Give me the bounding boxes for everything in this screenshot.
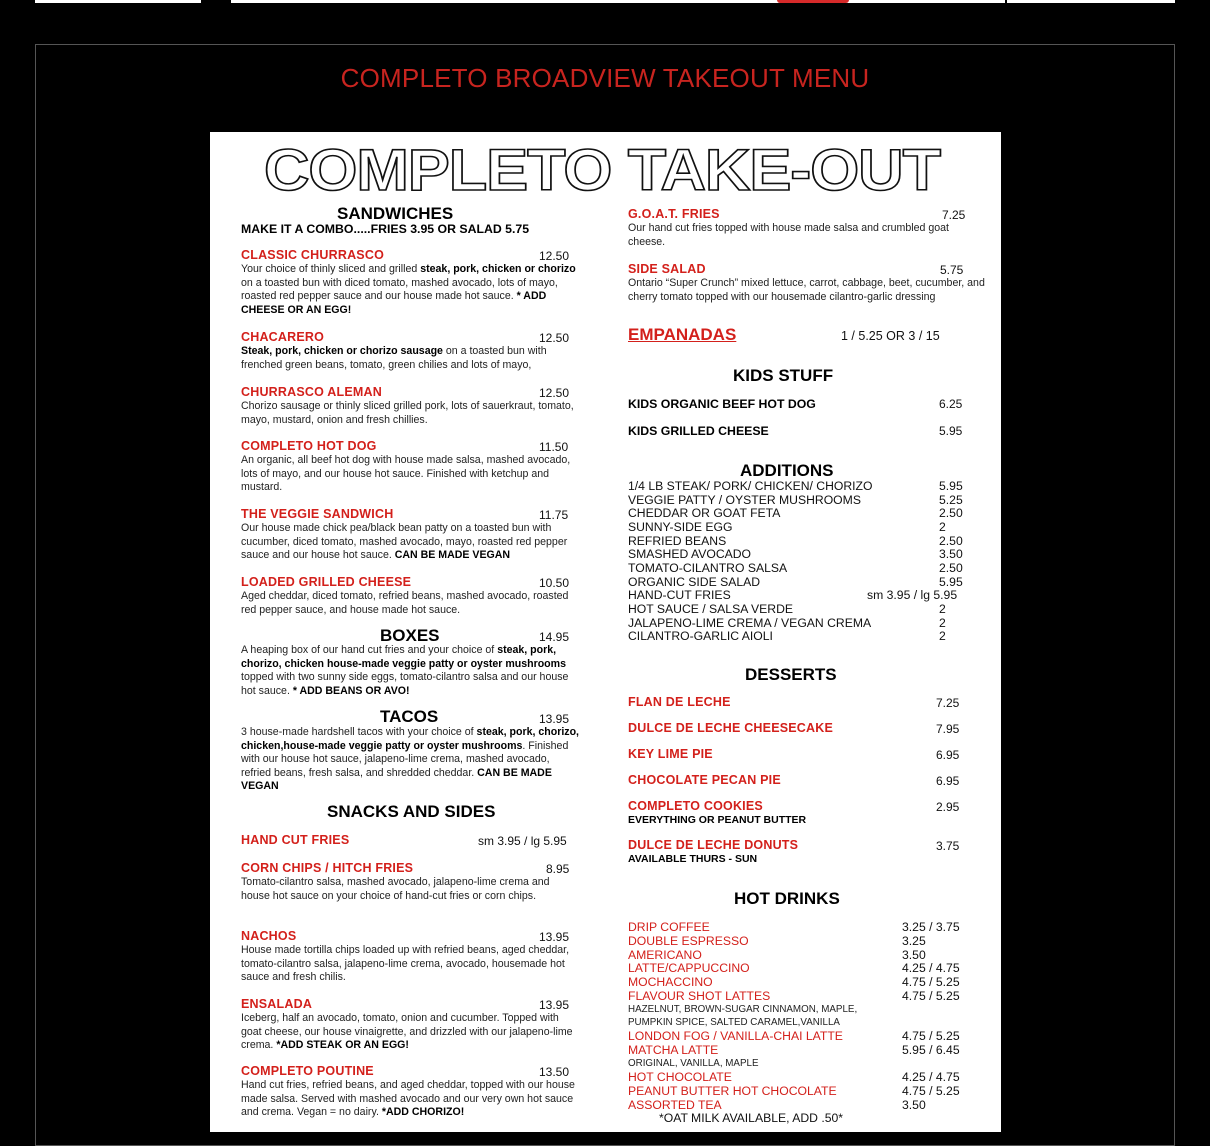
boxes-price: 14.95 xyxy=(539,630,570,644)
hot-drinks-heading: HOT DRINKS xyxy=(734,889,840,908)
addition-price: 2 xyxy=(939,601,946,616)
addition-name: CHEDDAR OR GOAT FETA xyxy=(628,506,781,521)
logo-text: COMPLETO TAKE-OUT xyxy=(264,140,941,194)
drink-name: MATCHA LATTE xyxy=(628,1043,719,1057)
top-nav-strip xyxy=(35,0,1175,4)
drink-name: MOCHACCINO xyxy=(628,975,713,989)
nav-segment-right[interactable] xyxy=(1007,0,1175,3)
addition-name: HAND-CUT FRIES xyxy=(628,588,731,603)
drink-price: 3.50 xyxy=(902,1098,926,1112)
dessert-price: 6.95 xyxy=(936,774,960,788)
drink-name: AMERICANO xyxy=(628,948,702,962)
empanadas-heading: EMPANADAS xyxy=(628,325,737,344)
kids-item-name: KIDS ORGANIC BEEF HOT DOG xyxy=(628,397,816,411)
drink-price: 4.75 / 5.25 xyxy=(902,1084,960,1098)
addition-price: 3.50 xyxy=(939,547,963,562)
dessert-note: AVAILABLE THURS - SUN xyxy=(628,853,758,865)
addition-price: 2.50 xyxy=(939,560,963,575)
boxes-heading: BOXES xyxy=(380,626,440,645)
addition-price: 2 xyxy=(939,519,946,534)
dessert-price: 3.75 xyxy=(936,839,960,853)
side-item-name: G.O.A.T. FRIES xyxy=(628,207,720,221)
addition-name: TOMATO-CILANTRO SALSA xyxy=(628,560,788,575)
drink-name: PEANUT BUTTER HOT CHOCOLATE xyxy=(628,1084,837,1098)
sandwich-price: 12.50 xyxy=(539,386,570,400)
sandwich-description: Aged cheddar, diced tomato, refried beans, mashed avocado, roasted red pepper sauce, and house made hot sauce. xyxy=(241,590,569,616)
drink-price: 4.75 / 5.25 xyxy=(902,975,960,989)
addition-price: 5.95 xyxy=(939,574,963,589)
sandwich-price: 11.75 xyxy=(539,508,569,522)
tacos-heading: TACOS xyxy=(380,707,439,726)
dessert-price: 2.95 xyxy=(936,800,960,814)
drink-price: 4.25 / 4.75 xyxy=(902,961,960,975)
drink-name: HOT CHOCOLATE xyxy=(628,1070,732,1084)
matcha-note: ORIGINAL, VANILLA, MAPLE xyxy=(628,1058,759,1069)
snack-description: Hand cut fries, refried beans, and aged cheddar, topped with our house made salsa. Served with mashed avocado and our very own hot sauce and crema. Vegan = no dairy. *ADD CHORIZO! xyxy=(241,1079,575,1119)
addition-price: 2.50 xyxy=(939,506,963,521)
snacks-heading: SNACKS AND SIDES xyxy=(327,802,496,821)
dessert-name: FLAN DE LECHE xyxy=(628,695,731,709)
side-item-price: 5.75 xyxy=(940,263,964,277)
snack-description: Iceberg, half an avocado, tomato, onion and cucumber. Topped with goat cheese, our house vinaigrette, and drizzled with our jalapeno-lime crema. *ADD STEAK OR AN EGG! xyxy=(241,1012,573,1052)
oat-milk-note: *OAT MILK AVAILABLE, ADD .50* xyxy=(659,1111,844,1125)
snack-name: ENSALADA xyxy=(241,997,313,1011)
nav-active-pill[interactable] xyxy=(777,0,849,3)
drink-price: 3.50 xyxy=(902,948,926,962)
addition-price: 2 xyxy=(939,629,946,644)
sandwich-price: 10.50 xyxy=(539,576,570,590)
menu-image xyxy=(210,132,1001,1132)
addition-name: ORGANIC SIDE SALAD xyxy=(628,574,761,589)
side-item-price: 7.25 xyxy=(942,208,966,222)
drink-price: 3.25 xyxy=(902,934,926,948)
dessert-name: DULCE DE LECHE CHEESECAKE xyxy=(628,721,834,735)
dessert-name: KEY LIME PIE xyxy=(628,747,713,761)
addition-name: VEGGIE PATTY / OYSTER MUSHROOMS xyxy=(628,492,861,507)
drink-price: 5.95 / 6.45 xyxy=(902,1043,960,1057)
page-title: COMPLETO BROADVIEW TAKEOUT MENU xyxy=(340,63,870,93)
additions-heading: ADDITIONS xyxy=(740,461,834,480)
sandwich-price: 12.50 xyxy=(539,249,570,263)
kids-heading: KIDS STUFF xyxy=(733,366,834,385)
sandwich-name: CHURRASCO ALEMAN xyxy=(241,385,382,399)
sandwich-name: THE VEGGIE SANDWICH xyxy=(241,507,394,521)
boxes-description: A heaping box of our hand cut fries and your choice of steak, pork, chorizo, chicken house-made veggie patty or oyster mushrooms topped with two sunny side eggs, tomato-cilantro salsa and our house hot sauce. * ADD BEANS OR AVO! xyxy=(241,644,569,697)
sandwich-description: An organic, all beef hot dog with house made salsa, mashed avocado, lots of mayo, and our house hot sauce. Finished with ketchup and mustard. xyxy=(241,454,571,494)
sandwich-description: Your choice of thinly sliced and grilled steak, pork, chicken or chorizo on a toasted bun with diced tomato, mashed avocado, lots of mayo, roasted red pepper sauce and our house made hot sauce. * ADD CHEESE OR AN EGG! xyxy=(241,263,576,316)
drink-price: 4.75 / 5.25 xyxy=(902,989,960,1003)
drink-name: ASSORTED TEA xyxy=(628,1098,722,1112)
kids-item-name: KIDS GRILLED CHEESE xyxy=(628,424,769,438)
addition-name: HOT SAUCE / SALSA VERDE xyxy=(628,601,794,616)
dessert-price: 6.95 xyxy=(936,748,960,762)
addition-name: REFRIED BEANS xyxy=(628,533,727,548)
drink-price: 4.75 / 5.25 xyxy=(902,1029,960,1043)
kids-item-price: 5.95 xyxy=(939,424,963,438)
addition-price: sm 3.95 / lg 5.95 xyxy=(867,588,958,603)
dessert-note: EVERYTHING OR PEANUT BUTTER xyxy=(628,814,807,826)
nav-segment-left[interactable] xyxy=(35,0,201,3)
tacos-description: 3 house-made hardshell tacos with your choice of steak, pork, chorizo, chicken,house-made veggie patty or oyster mushrooms. Finished with our house hot sauce, jalapeno-lime crema, mashed avocado, refried beans, fresh salsa, and shredded cheddar. CAN BE MADE VEGAN xyxy=(241,726,579,793)
flavour-note: HAZELNUT, BROWN-SUGAR CINNAMON, MAPLE, xyxy=(628,1004,858,1015)
flavour-note: PUMPKIN SPICE, SALTED CARAMEL,VANILLA xyxy=(628,1017,840,1028)
sandwich-description: Our house made chick pea/black bean patty on a toasted bun with cucumber, diced tomato, mashed avocado, mayo, roasted red pepper sauce and our house hot sauce. CAN BE MADE VEGAN xyxy=(241,522,568,562)
sandwich-name: CHACARERO xyxy=(241,330,325,344)
desserts-heading: DESSERTS xyxy=(745,665,837,684)
drink-name: FLAVOUR SHOT LATTES xyxy=(628,989,771,1003)
side-item-description: Ontario “Super Crunch” mixed lettuce, carrot, cabbage, beet, cucumber, and cherry tomato topped with our housemade cilantro-garlic dressing xyxy=(628,277,985,303)
drink-name: DOUBLE ESPRESSO xyxy=(628,934,749,948)
drink-price: 3.25 / 3.75 xyxy=(902,920,960,934)
side-item-description: Our hand cut fries topped with house made salsa and crumbled goat cheese. xyxy=(628,222,949,248)
drink-name: LATTE/CAPPUCCINO xyxy=(628,961,750,975)
addition-name: JALAPENO-LIME CREMA / VEGAN CREMA xyxy=(628,615,872,630)
sandwich-description: Steak, pork, chicken or chorizo sausage on a toasted bun with frenched green beans, tomato, green chilies and lots of mayo, xyxy=(241,345,547,371)
drink-name: DRIP COFFEE xyxy=(628,920,710,934)
kids-item-price: 6.25 xyxy=(939,397,963,411)
snack-description: Tomato-cilantro salsa, mashed avocado, jalapeno-lime crema and house hot sauce on your choice of hand-cut fries or corn chips. xyxy=(241,876,550,902)
snack-description: House made tortilla chips loaded up with refried beans, aged cheddar, tomato-cilantro salsa, jalapeno-lime crema, avocado, housemade hot sauce and fresh chilis. xyxy=(241,944,570,984)
sandwich-name: COMPLETO HOT DOG xyxy=(241,439,377,453)
snack-price: 13.95 xyxy=(539,930,570,944)
addition-name: SMASHED AVOCADO xyxy=(628,547,752,562)
drink-price: 4.25 / 4.75 xyxy=(902,1070,960,1084)
snack-price: 8.95 xyxy=(546,862,570,876)
snack-price: 13.50 xyxy=(539,1065,570,1079)
sandwich-name: CLASSIC CHURRASCO xyxy=(241,248,384,262)
snack-price: sm 3.95 / lg 5.95 xyxy=(478,834,567,848)
addition-price: 5.95 xyxy=(939,479,963,493)
dessert-name: DULCE DE LECHE DONUTS xyxy=(628,838,799,852)
dessert-price: 7.25 xyxy=(936,696,960,710)
sandwich-price: 12.50 xyxy=(539,331,570,345)
snack-price: 13.95 xyxy=(539,998,570,1012)
addition-price: 2 xyxy=(939,615,946,630)
snack-name: COMPLETO POUTINE xyxy=(241,1064,374,1078)
sandwiches-heading: SANDWICHES xyxy=(337,204,454,223)
drink-name: LONDON FOG / VANILLA-CHAI LATTE xyxy=(628,1029,843,1043)
side-item-name: SIDE SALAD xyxy=(628,262,706,276)
dessert-price: 7.95 xyxy=(936,722,960,736)
dessert-name: CHOCOLATE PECAN PIE xyxy=(628,773,781,787)
dessert-name: COMPLETO COOKIES xyxy=(628,799,763,813)
sandwich-description: Chorizo sausage or thinly sliced grilled pork, lots of sauerkraut, tomato, mayo, mustard, onion and fresh chillies. xyxy=(241,400,574,426)
completo-takeout-logo xyxy=(262,140,942,194)
sandwich-price: 11.50 xyxy=(539,440,569,454)
sandwich-name: LOADED GRILLED CHEESE xyxy=(241,575,412,589)
addition-name: SUNNY-SIDE EGG xyxy=(628,519,733,534)
addition-name: 1/4 LB STEAK/ PORK/ CHICKEN/ CHORIZO xyxy=(628,479,873,493)
addition-name: CILANTRO-GARLIC AIOLI xyxy=(628,629,773,644)
nav-segment-center[interactable] xyxy=(231,0,1005,3)
snack-name: NACHOS xyxy=(241,929,297,943)
snack-name: CORN CHIPS / HITCH FRIES xyxy=(241,861,414,875)
addition-price: 5.25 xyxy=(939,492,963,507)
empanadas-price: 1 / 5.25 OR 3 / 15 xyxy=(841,329,940,343)
addition-price: 2.50 xyxy=(939,533,963,548)
snack-name: HAND CUT FRIES xyxy=(241,833,350,847)
tacos-price: 13.95 xyxy=(539,712,570,726)
combo-line: MAKE IT A COMBO.....FRIES 3.95 OR SALAD 5.75 xyxy=(241,222,530,236)
